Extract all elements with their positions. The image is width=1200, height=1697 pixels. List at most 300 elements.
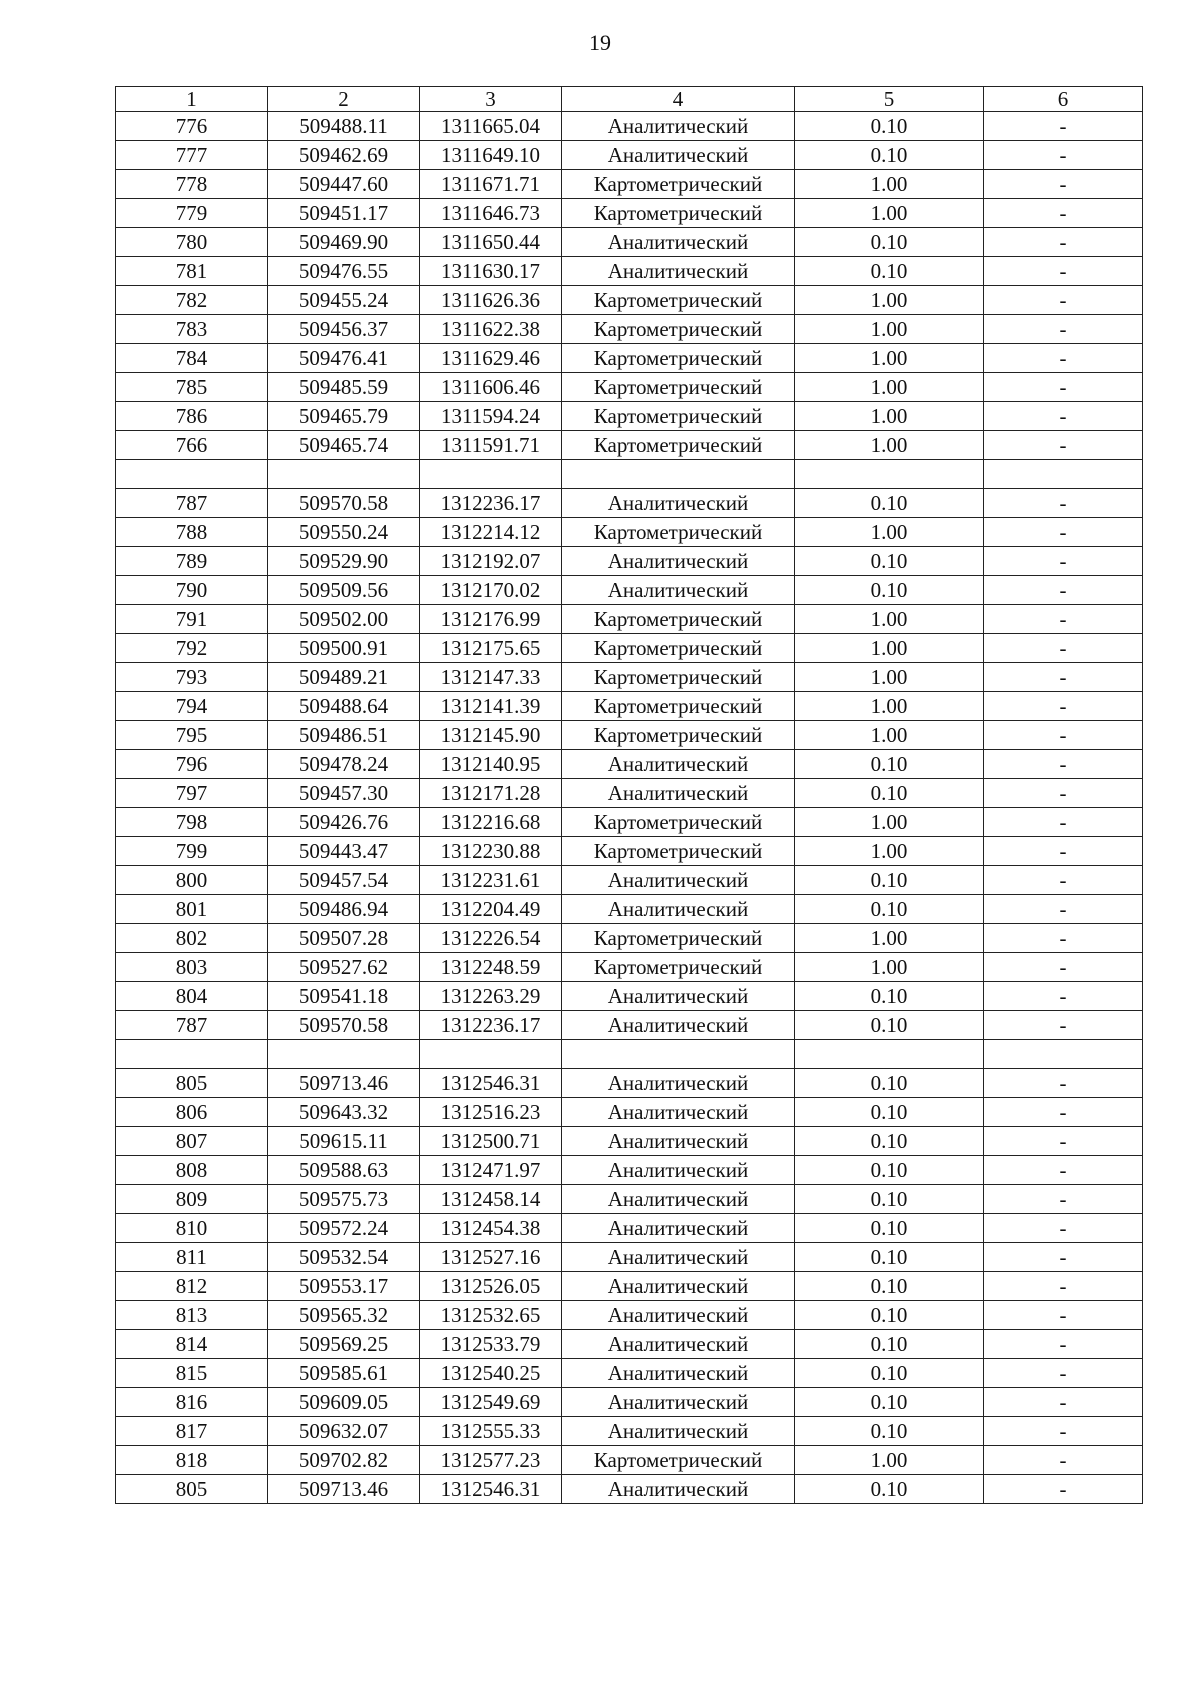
accuracy-cell: 1.00 [795, 692, 984, 721]
point-number-cell: 810 [116, 1214, 268, 1243]
table-row [116, 112, 1143, 141]
table-row [116, 1388, 1143, 1417]
method-cell: Аналитический [562, 1069, 795, 1098]
x-coordinate-cell: 509570.58 [268, 1011, 420, 1040]
y-coordinate-cell: 1312471.97 [420, 1156, 562, 1185]
accuracy-cell: 0.10 [795, 1301, 984, 1330]
point-number-cell: 792 [116, 634, 268, 663]
note-cell: - [984, 1359, 1143, 1388]
point-number-cell: 811 [116, 1243, 268, 1272]
note-cell: - [984, 837, 1143, 866]
table-row [116, 576, 1143, 605]
x-coordinate-cell: 509457.54 [268, 866, 420, 895]
table-row [116, 1272, 1143, 1301]
x-coordinate-cell: 509550.24 [268, 518, 420, 547]
method-cell: Аналитический [562, 1011, 795, 1040]
table-row [116, 1098, 1143, 1127]
table-row [116, 1475, 1143, 1504]
y-coordinate-cell: 1312516.23 [420, 1098, 562, 1127]
table-row [116, 895, 1143, 924]
y-coordinate-cell [420, 460, 562, 489]
method-cell: Аналитический [562, 1475, 795, 1504]
note-cell: - [984, 953, 1143, 982]
y-coordinate-cell: 1312145.90 [420, 721, 562, 750]
column-header: 2 [268, 87, 420, 112]
method-cell: Аналитический [562, 1388, 795, 1417]
note-cell: - [984, 228, 1143, 257]
accuracy-cell: 0.10 [795, 779, 984, 808]
note-cell: - [984, 1330, 1143, 1359]
accuracy-cell: 0.10 [795, 866, 984, 895]
x-coordinate-cell: 509527.62 [268, 953, 420, 982]
x-coordinate-cell: 509609.05 [268, 1388, 420, 1417]
method-cell: Картометрический [562, 170, 795, 199]
note-cell: - [984, 1301, 1143, 1330]
note-cell: - [984, 547, 1143, 576]
x-coordinate-cell: 509447.60 [268, 170, 420, 199]
point-number-cell: 817 [116, 1417, 268, 1446]
point-number-cell: 778 [116, 170, 268, 199]
x-coordinate-cell: 509502.00 [268, 605, 420, 634]
accuracy-cell: 1.00 [795, 431, 984, 460]
method-cell: Картометрический [562, 692, 795, 721]
table-row [116, 315, 1143, 344]
accuracy-cell: 0.10 [795, 1156, 984, 1185]
table-row [116, 808, 1143, 837]
method-cell: Аналитический [562, 1330, 795, 1359]
note-cell [984, 460, 1143, 489]
table-row [116, 431, 1143, 460]
method-cell: Картометрический [562, 199, 795, 228]
x-coordinate-cell: 509713.46 [268, 1069, 420, 1098]
x-coordinate-cell: 509476.55 [268, 257, 420, 286]
accuracy-cell: 0.10 [795, 1243, 984, 1272]
note-cell: - [984, 257, 1143, 286]
point-number-cell: 804 [116, 982, 268, 1011]
method-cell: Аналитический [562, 1127, 795, 1156]
x-coordinate-cell: 509476.41 [268, 344, 420, 373]
table-row [116, 1127, 1143, 1156]
accuracy-cell: 1.00 [795, 344, 984, 373]
y-coordinate-cell: 1312170.02 [420, 576, 562, 605]
x-coordinate-cell: 509500.91 [268, 634, 420, 663]
table-row [116, 1359, 1143, 1388]
y-coordinate-cell: 1312527.16 [420, 1243, 562, 1272]
note-cell: - [984, 924, 1143, 953]
x-coordinate-cell: 509643.32 [268, 1098, 420, 1127]
note-cell: - [984, 1272, 1143, 1301]
method-cell: Аналитический [562, 1243, 795, 1272]
y-coordinate-cell: 1311671.71 [420, 170, 562, 199]
y-coordinate-cell: 1312176.99 [420, 605, 562, 634]
point-number-cell: 805 [116, 1069, 268, 1098]
point-number-cell: 802 [116, 924, 268, 953]
table-row [116, 953, 1143, 982]
note-cell: - [984, 373, 1143, 402]
method-cell: Картометрический [562, 518, 795, 547]
point-number-cell: 797 [116, 779, 268, 808]
x-coordinate-cell: 509632.07 [268, 1417, 420, 1446]
point-number-cell: 790 [116, 576, 268, 605]
note-cell: - [984, 1417, 1143, 1446]
note-cell: - [984, 866, 1143, 895]
accuracy-cell: 0.10 [795, 1185, 984, 1214]
table-row [116, 286, 1143, 315]
note-cell: - [984, 286, 1143, 315]
accuracy-cell: 0.10 [795, 141, 984, 170]
method-cell: Аналитический [562, 257, 795, 286]
accuracy-cell: 0.10 [795, 1388, 984, 1417]
y-coordinate-cell: 1312236.17 [420, 1011, 562, 1040]
point-number-cell: 806 [116, 1098, 268, 1127]
accuracy-cell: 1.00 [795, 402, 984, 431]
note-cell: - [984, 199, 1143, 228]
accuracy-cell: 0.10 [795, 1359, 984, 1388]
y-coordinate-cell: 1312140.95 [420, 750, 562, 779]
y-coordinate-cell: 1312171.28 [420, 779, 562, 808]
method-cell [562, 460, 795, 489]
method-cell: Картометрический [562, 286, 795, 315]
point-number-cell: 812 [116, 1272, 268, 1301]
method-cell: Аналитический [562, 750, 795, 779]
note-cell: - [984, 1156, 1143, 1185]
table-row [116, 141, 1143, 170]
accuracy-cell: 1.00 [795, 808, 984, 837]
accuracy-cell [795, 1040, 984, 1069]
note-cell: - [984, 1011, 1143, 1040]
point-number-cell: 805 [116, 1475, 268, 1504]
method-cell [562, 1040, 795, 1069]
note-cell: - [984, 315, 1143, 344]
table-row [116, 1011, 1143, 1040]
x-coordinate-cell: 509569.25 [268, 1330, 420, 1359]
point-number-cell: 766 [116, 431, 268, 460]
point-number-cell: 793 [116, 663, 268, 692]
x-coordinate-cell: 509462.69 [268, 141, 420, 170]
x-coordinate-cell: 509702.82 [268, 1446, 420, 1475]
x-coordinate-cell: 509455.24 [268, 286, 420, 315]
y-coordinate-cell: 1311606.46 [420, 373, 562, 402]
column-header: 3 [420, 87, 562, 112]
note-cell: - [984, 634, 1143, 663]
table-row [116, 170, 1143, 199]
accuracy-cell: 1.00 [795, 663, 984, 692]
y-coordinate-cell: 1312546.31 [420, 1475, 562, 1504]
method-cell: Картометрический [562, 373, 795, 402]
x-coordinate-cell: 509426.76 [268, 808, 420, 837]
point-number-cell: 776 [116, 112, 268, 141]
note-cell: - [984, 750, 1143, 779]
y-coordinate-cell: 1312214.12 [420, 518, 562, 547]
x-coordinate-cell: 509456.37 [268, 315, 420, 344]
table-row [116, 1446, 1143, 1475]
point-number-cell: 779 [116, 199, 268, 228]
note-cell: - [984, 692, 1143, 721]
method-cell: Аналитический [562, 112, 795, 141]
method-cell: Картометрический [562, 344, 795, 373]
accuracy-cell: 1.00 [795, 953, 984, 982]
method-cell: Аналитический [562, 1098, 795, 1127]
note-cell: - [984, 141, 1143, 170]
method-cell: Аналитический [562, 141, 795, 170]
table-row [116, 344, 1143, 373]
point-number-cell: 801 [116, 895, 268, 924]
method-cell: Аналитический [562, 1156, 795, 1185]
table-row [116, 460, 1143, 489]
x-coordinate-cell: 509572.24 [268, 1214, 420, 1243]
method-cell: Картометрический [562, 837, 795, 866]
method-cell: Картометрический [562, 1446, 795, 1475]
x-coordinate-cell: 509529.90 [268, 547, 420, 576]
x-coordinate-cell: 509443.47 [268, 837, 420, 866]
table-row [116, 518, 1143, 547]
note-cell [984, 1040, 1143, 1069]
point-number-cell [116, 460, 268, 489]
table-row [116, 1069, 1143, 1098]
point-number-cell: 794 [116, 692, 268, 721]
note-cell: - [984, 576, 1143, 605]
accuracy-cell: 0.10 [795, 576, 984, 605]
y-coordinate-cell: 1312458.14 [420, 1185, 562, 1214]
x-coordinate-cell: 509541.18 [268, 982, 420, 1011]
y-coordinate-cell: 1311594.24 [420, 402, 562, 431]
table-row [116, 692, 1143, 721]
table-row [116, 1214, 1143, 1243]
method-cell: Аналитический [562, 866, 795, 895]
table-header-row [116, 87, 1143, 112]
note-cell: - [984, 1388, 1143, 1417]
method-cell: Картометрический [562, 721, 795, 750]
accuracy-cell: 1.00 [795, 286, 984, 315]
point-number-cell: 791 [116, 605, 268, 634]
y-coordinate-cell: 1311622.38 [420, 315, 562, 344]
point-number-cell: 789 [116, 547, 268, 576]
y-coordinate-cell: 1312500.71 [420, 1127, 562, 1156]
y-coordinate-cell: 1311665.04 [420, 112, 562, 141]
table-row [116, 779, 1143, 808]
table-row [116, 982, 1143, 1011]
x-coordinate-cell: 509565.32 [268, 1301, 420, 1330]
x-coordinate-cell: 509457.30 [268, 779, 420, 808]
accuracy-cell: 1.00 [795, 634, 984, 663]
y-coordinate-cell: 1312236.17 [420, 489, 562, 518]
note-cell: - [984, 721, 1143, 750]
note-cell: - [984, 518, 1143, 547]
point-number-cell [116, 1040, 268, 1069]
method-cell: Аналитический [562, 1214, 795, 1243]
table-row [116, 1185, 1143, 1214]
x-coordinate-cell: 509615.11 [268, 1127, 420, 1156]
x-coordinate-cell: 509485.59 [268, 373, 420, 402]
x-coordinate-cell: 509488.64 [268, 692, 420, 721]
note-cell: - [984, 1446, 1143, 1475]
point-number-cell: 803 [116, 953, 268, 982]
y-coordinate-cell: 1312147.33 [420, 663, 562, 692]
y-coordinate-cell: 1311650.44 [420, 228, 562, 257]
table-row [116, 1301, 1143, 1330]
x-coordinate-cell: 509509.56 [268, 576, 420, 605]
point-number-cell: 785 [116, 373, 268, 402]
accuracy-cell: 1.00 [795, 518, 984, 547]
method-cell: Картометрический [562, 953, 795, 982]
note-cell: - [984, 1475, 1143, 1504]
accuracy-cell: 0.10 [795, 1069, 984, 1098]
table-row [116, 866, 1143, 895]
table-row [116, 228, 1143, 257]
y-coordinate-cell: 1312555.33 [420, 1417, 562, 1446]
x-coordinate-cell: 509575.73 [268, 1185, 420, 1214]
point-number-cell: 808 [116, 1156, 268, 1185]
y-coordinate-cell: 1312546.31 [420, 1069, 562, 1098]
x-coordinate-cell: 509478.24 [268, 750, 420, 779]
y-coordinate-cell: 1312454.38 [420, 1214, 562, 1243]
accuracy-cell: 1.00 [795, 1446, 984, 1475]
x-coordinate-cell: 509451.17 [268, 199, 420, 228]
note-cell: - [984, 431, 1143, 460]
method-cell: Аналитический [562, 1185, 795, 1214]
accuracy-cell: 0.10 [795, 750, 984, 779]
accuracy-cell: 0.10 [795, 1127, 984, 1156]
accuracy-cell: 0.10 [795, 228, 984, 257]
accuracy-cell: 1.00 [795, 924, 984, 953]
point-number-cell: 809 [116, 1185, 268, 1214]
y-coordinate-cell: 1312533.79 [420, 1330, 562, 1359]
method-cell: Аналитический [562, 1272, 795, 1301]
accuracy-cell: 0.10 [795, 257, 984, 286]
point-number-cell: 788 [116, 518, 268, 547]
x-coordinate-cell: 509465.74 [268, 431, 420, 460]
method-cell: Аналитический [562, 982, 795, 1011]
table-row [116, 750, 1143, 779]
x-coordinate-cell: 509570.58 [268, 489, 420, 518]
y-coordinate-cell: 1312263.29 [420, 982, 562, 1011]
note-cell: - [984, 1185, 1143, 1214]
accuracy-cell: 1.00 [795, 837, 984, 866]
table-body [116, 112, 1143, 1504]
table-row [116, 1417, 1143, 1446]
method-cell: Аналитический [562, 895, 795, 924]
note-cell: - [984, 1098, 1143, 1127]
point-number-cell: 799 [116, 837, 268, 866]
note-cell: - [984, 489, 1143, 518]
method-cell: Картометрический [562, 431, 795, 460]
column-header: 4 [562, 87, 795, 112]
x-coordinate-cell: 509585.61 [268, 1359, 420, 1388]
y-coordinate-cell: 1312540.25 [420, 1359, 562, 1388]
x-coordinate-cell: 509486.51 [268, 721, 420, 750]
x-coordinate-cell: 509465.79 [268, 402, 420, 431]
column-header: 5 [795, 87, 984, 112]
y-coordinate-cell: 1312532.65 [420, 1301, 562, 1330]
accuracy-cell: 0.10 [795, 982, 984, 1011]
x-coordinate-cell: 509713.46 [268, 1475, 420, 1504]
method-cell: Аналитический [562, 228, 795, 257]
x-coordinate-cell: 509488.11 [268, 112, 420, 141]
accuracy-cell: 0.10 [795, 1417, 984, 1446]
note-cell: - [984, 982, 1143, 1011]
method-cell: Аналитический [562, 779, 795, 808]
note-cell: - [984, 663, 1143, 692]
method-cell: Аналитический [562, 1301, 795, 1330]
method-cell: Аналитический [562, 1417, 795, 1446]
note-cell: - [984, 808, 1143, 837]
table-row [116, 1156, 1143, 1185]
column-header: 6 [984, 87, 1143, 112]
note-cell: - [984, 112, 1143, 141]
point-number-cell: 800 [116, 866, 268, 895]
method-cell: Аналитический [562, 576, 795, 605]
accuracy-cell: 0.10 [795, 895, 984, 924]
table-row [116, 634, 1143, 663]
accuracy-cell: 0.10 [795, 489, 984, 518]
note-cell: - [984, 1214, 1143, 1243]
y-coordinate-cell: 1312175.65 [420, 634, 562, 663]
point-number-cell: 815 [116, 1359, 268, 1388]
point-number-cell: 787 [116, 1011, 268, 1040]
point-number-cell: 780 [116, 228, 268, 257]
y-coordinate-cell: 1311626.36 [420, 286, 562, 315]
table-row [116, 837, 1143, 866]
note-cell: - [984, 779, 1143, 808]
y-coordinate-cell: 1312248.59 [420, 953, 562, 982]
table-row [116, 1040, 1143, 1069]
point-number-cell: 786 [116, 402, 268, 431]
point-number-cell: 795 [116, 721, 268, 750]
accuracy-cell: 0.10 [795, 1475, 984, 1504]
table-row [116, 402, 1143, 431]
accuracy-cell: 1.00 [795, 721, 984, 750]
x-coordinate-cell: 509486.94 [268, 895, 420, 924]
table-row [116, 1330, 1143, 1359]
note-cell: - [984, 1127, 1143, 1156]
method-cell: Картометрический [562, 315, 795, 344]
column-header: 1 [116, 87, 268, 112]
accuracy-cell: 0.10 [795, 1098, 984, 1127]
page-number: 19 [589, 30, 611, 55]
table-row [116, 721, 1143, 750]
x-coordinate-cell [268, 460, 420, 489]
note-cell: - [984, 170, 1143, 199]
accuracy-cell: 0.10 [795, 1330, 984, 1359]
accuracy-cell: 1.00 [795, 315, 984, 344]
y-coordinate-cell [420, 1040, 562, 1069]
point-number-cell: 816 [116, 1388, 268, 1417]
point-number-cell: 807 [116, 1127, 268, 1156]
note-cell: - [984, 344, 1143, 373]
table-row [116, 663, 1143, 692]
y-coordinate-cell: 1312526.05 [420, 1272, 562, 1301]
method-cell: Аналитический [562, 1359, 795, 1388]
point-number-cell: 787 [116, 489, 268, 518]
method-cell: Картометрический [562, 605, 795, 634]
y-coordinate-cell: 1311591.71 [420, 431, 562, 460]
point-number-cell: 782 [116, 286, 268, 315]
accuracy-cell: 0.10 [795, 1011, 984, 1040]
table-row [116, 257, 1143, 286]
x-coordinate-cell [268, 1040, 420, 1069]
note-cell: - [984, 402, 1143, 431]
point-number-cell: 783 [116, 315, 268, 344]
accuracy-cell: 0.10 [795, 1214, 984, 1243]
y-coordinate-cell: 1312192.07 [420, 547, 562, 576]
x-coordinate-cell: 509532.54 [268, 1243, 420, 1272]
x-coordinate-cell: 509553.17 [268, 1272, 420, 1301]
y-coordinate-cell: 1311629.46 [420, 344, 562, 373]
y-coordinate-cell: 1312549.69 [420, 1388, 562, 1417]
method-cell: Аналитический [562, 547, 795, 576]
table-row [116, 373, 1143, 402]
accuracy-cell: 0.10 [795, 1272, 984, 1301]
